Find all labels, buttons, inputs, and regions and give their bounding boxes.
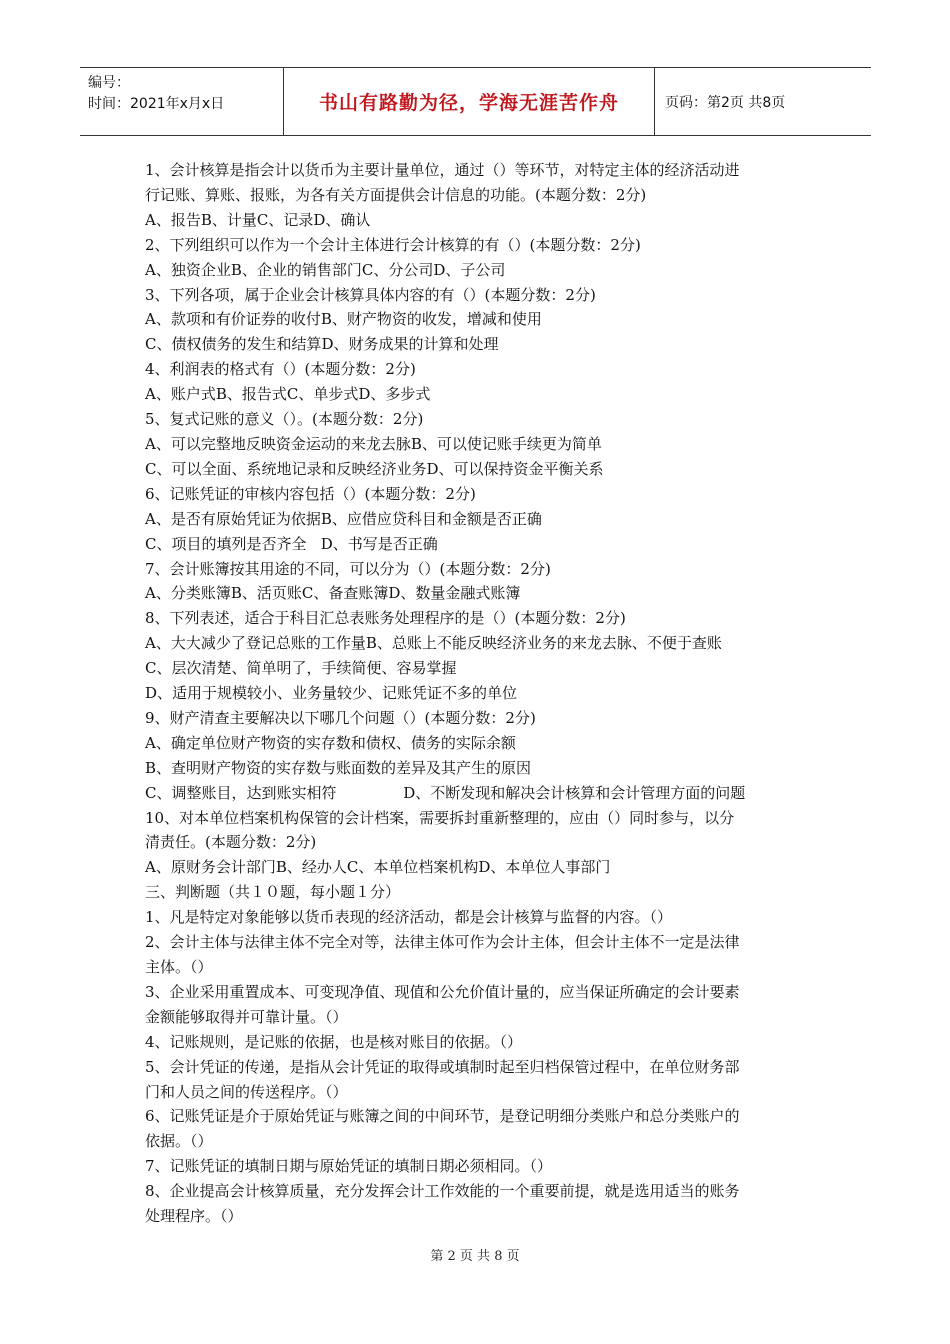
text-line: 2、会计主体与法律主体不完全对等，法律主体可作为会计主体，但会计主体不一定是法律 <box>145 933 740 952</box>
text-line: 4、利润表的格式有（）(本题分数：2分) <box>145 360 416 379</box>
header-page-info: 页码：第2页 共8页 <box>665 94 786 111</box>
header-motto: 书山有路勤为径，学海无涯苦作舟 <box>283 68 655 135</box>
text-line: A、分类账簿B、活页账C、备查账簿D、数量金融式账簿 <box>145 584 521 603</box>
document-number-label: 编号： <box>88 75 130 91</box>
document-body <box>145 158 809 1229</box>
text-line: C、项目的填列是否齐全 D、书写是否正确 <box>145 534 438 553</box>
text-line: 三、判断题（共１０题，每小题１分） <box>145 883 401 902</box>
text-line: A、独资企业B、企业的销售部门C、分公司D、子公司 <box>145 260 506 279</box>
text-line: C、调整账目，达到账实相符 D、不断发现和解决会计核算和会计管理方面的问题 <box>145 783 746 802</box>
text-line: 10、对本单位档案机构保管的会计档案，需要拆封重新整理的，应由（）同时参与，以分 <box>145 808 735 827</box>
text-line: A、确定单位财产物资的实存数和债权、债务的实际余额 <box>145 733 516 752</box>
text-line: C、层次清楚、简单明了，手续简便、容易掌握 <box>145 659 457 678</box>
text-line: 3、下列各项，属于企业会计核算具体内容的有（）(本题分数：2分) <box>145 285 596 304</box>
text-line: 4、记账规则，是记账的依据，也是核对账目的依据。（） <box>145 1032 523 1051</box>
text-line: 5、复式记账的意义（）。(本题分数：2分) <box>145 410 424 429</box>
text-line: 行记账、算账、报账，为各有关方面提供会计信息的功能。(本题分数：2分) <box>145 185 647 204</box>
header-meta <box>80 68 283 135</box>
text-line: 9、财产清查主要解决以下哪几个问题（）(本题分数：2分) <box>145 708 536 727</box>
text-line: A、报告B、计量C、记录D、确认 <box>145 210 371 229</box>
text-line: 7、记账凭证的填制日期与原始凭证的填制日期必须相同。（） <box>145 1157 553 1176</box>
text-line: 门和人员之间的传送程序。（） <box>145 1082 348 1101</box>
text-line: 处理程序。（） <box>145 1207 243 1226</box>
text-line: A、账户式B、报告式C、单步式D、多步式 <box>145 385 431 404</box>
text-line: 清责任。(本题分数：2分) <box>145 833 317 852</box>
text-line: 5、会计凭证的传递，是指从会计凭证的取得或填制时起至归档保管过程中，在单位财务部 <box>145 1057 740 1076</box>
text-line: A、是否有原始凭证为依据B、应借应贷科目和金额是否正确 <box>145 509 542 528</box>
text-line: 金额能够取得并可靠计量。（） <box>145 1007 348 1026</box>
text-line: 3、企业采用重置成本、可变现净值、现值和公允价值计量的，应当保证所确定的会计要素 <box>145 982 740 1001</box>
text-line: 依据。（） <box>145 1132 213 1151</box>
text-line: 6、记账凭证是介于原始凭证与账簿之间的中间环节，是登记明细分类账户和总分类账户的 <box>145 1107 740 1126</box>
text-line: A、原财务会计部门B、经办人C、本单位档案机构D、本单位人事部门 <box>145 858 611 877</box>
text-line: 主体。（） <box>145 958 213 976</box>
text-line: C、可以全面、系统地记录和反映经济业务D、可以保持资金平衡关系 <box>145 459 604 478</box>
page-footer: 第 2 页 共 8 页 <box>430 1249 520 1264</box>
text-line: 7、会计账簿按其用途的不同，可以分为（）(本题分数：2分) <box>145 559 551 578</box>
text-line: 8、企业提高会计核算质量，充分发挥会计工作效能的一个重要前提，就是选用适当的账务 <box>145 1182 740 1201</box>
text-line: A、可以完整地反映资金运动的来龙去脉B、可以使记账手续更为简单 <box>145 434 602 453</box>
document-time-label: 时间：2021年x月x日 <box>88 96 225 112</box>
text-line: A、大大减少了登记总账的工作量B、总账上不能反映经济业务的来龙去脉、不便于查账 <box>145 634 722 653</box>
text-line: 1、凡是特定对象能够以货币表现的经济活动，都是会计核算与监督的内容。（） <box>145 908 673 927</box>
text-line: B、查明财产物资的实存数与账面数的差异及其产生的原因 <box>145 758 532 777</box>
page-header <box>80 67 871 136</box>
text-line: 1、会计核算是指会计以货币为主要计量单位，通过（）等环节，对特定主体的经济活动进 <box>145 161 740 179</box>
text-line: 8、下列表述，适合于科目汇总表账务处理程序的是（）(本题分数：2分) <box>145 609 626 628</box>
text-line: C、债权债务的发生和结算D、财务成果的计算和处理 <box>145 335 499 354</box>
text-line: 6、记账凭证的审核内容包括（）(本题分数：2分) <box>145 484 476 503</box>
text-line: A、款项和有价证券的收付B、财产物资的收发，增减和使用 <box>145 310 542 329</box>
text-line: D、适用于规模较小、业务量较少、记账凭证不多的单位 <box>145 684 518 703</box>
text-line: 2、下列组织可以作为一个会计主体进行会计核算的有（）(本题分数：2分) <box>145 235 641 254</box>
